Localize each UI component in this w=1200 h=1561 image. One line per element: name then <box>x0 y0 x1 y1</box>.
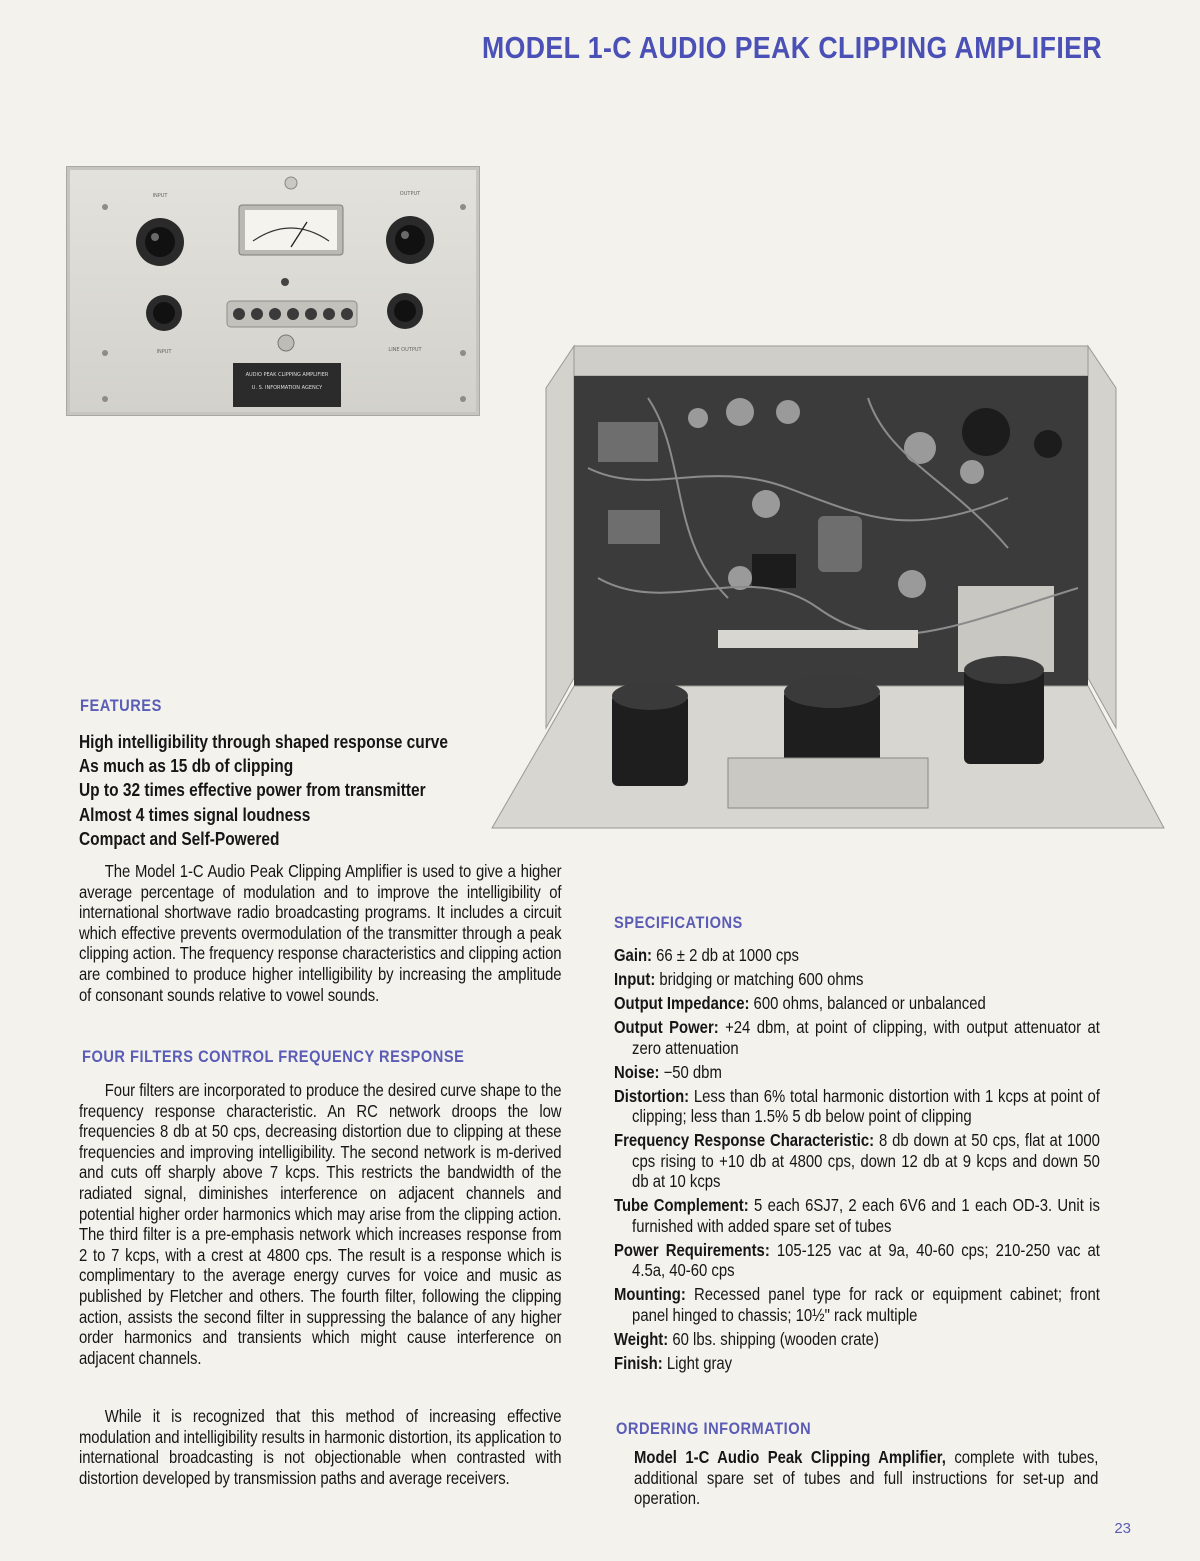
feature-item: High intelligibility through shaped response curve <box>79 732 448 752</box>
front-panel-photo <box>66 166 480 416</box>
specifications-list <box>614 945 1100 1377</box>
filters-paragraph-2: While it is recognized that this method of increasing effective modulation and intelligibility results in harmonic distortion, its application to international broadcasting is not objectionable when contrasted with distortion developed by transmission paths and average receivers. <box>79 1406 562 1488</box>
feature-item: As much as 15 db of clipping <box>79 756 294 777</box>
spec-weight: Weight: 60 lbs. shipping (wooden crate) <box>614 1329 879 1349</box>
label-input-bottom: INPUT <box>156 349 172 355</box>
filters-heading: FOUR FILTERS CONTROL FREQUENCY RESPONSE <box>82 1047 465 1066</box>
label-line-output: LINE OUTPUT <box>388 347 422 353</box>
specifications-heading: SPECIFICATIONS <box>614 913 743 932</box>
chassis-interior-photo <box>488 338 1196 832</box>
intro-paragraph: The Model 1-C Audio Peak Clipping Amplifier is used to give a higher average percentage of modulation and to improve the intelligibility of international shortwave radio broadcasting programs. It includes a circuit which effective prevents overmodulation of the transmitter through a peak clipping action. The frequency response characteristics and clipping action are combined to produce higher intelligibility by increasing the amplitude of consonant sounds relative to vowel sounds. <box>79 861 562 1005</box>
feature-item: Compact and Self-Powered <box>79 828 280 849</box>
spec-tube-complement: Tube Complement: 5 each 6SJ7, 2 each 6V6 and 1 each OD-3. Unit is furnished with added spare set of tubes <box>614 1195 1100 1236</box>
ordering-heading: ORDERING INFORMATION <box>616 1419 812 1438</box>
spec-distortion: Distortion: Less than 6% total harmonic distortion with 1 kcps at point of clipping; less than 1.5% 5 db below point of clipping <box>614 1085 1100 1127</box>
filters-paragraph-1: Four filters are incorporated to produce the desired curve shape to the frequency response characteristic. An RC network droops the low frequencies 8 db at 50 cps, decreasing distortion due to clipping at these frequencies and improving intelligibility. The second network is m-derived and cuts off sharply above 7 kcps. This restricts the bandwidth of the radiated signal, diminishes interference on adjacent channels and potential higher order harmonics which may arise from the clipping action. The third filter is a pre-emphasis network which increases response from 2 to 7 kcps, with a crest at 4800 cps. The result is a response which is complimentary to the average energy curves for voice and music as published by Fletcher and others. The fourth filter, following the clipping action, assists the second filter in suppressing the balance of any higher order harmonics and transients which might cause interference on adjacent channels. <box>79 1080 562 1368</box>
features-heading: FEATURES <box>80 696 162 715</box>
feature-item: Almost 4 times signal loudness <box>79 804 311 825</box>
ordering-description: complete with tubes, additional spare set of tubes and full instructions for set-up and operation. <box>634 1447 1099 1509</box>
spec-gain: Gain: 66 ± 2 db at 1000 cps <box>614 945 799 965</box>
spec-input: Input: bridging or matching 600 ohms <box>614 968 864 989</box>
spec-output-power: Output Power: +24 dbm, at point of clipping, with output attenuator at zero attenuation <box>614 1016 1100 1058</box>
nameplate-line-2: U. S. INFORMATION AGENCY <box>251 385 323 391</box>
ordering-product: Model 1-C Audio Peak Clipping Amplifier, <box>634 1447 946 1467</box>
label-input-top: INPUT <box>152 193 168 199</box>
spec-finish: Finish: Light gray <box>614 1352 733 1373</box>
spec-frequency-response: Frequency Response Characteristic: 8 db down at 50 cps, flat at 1000 cps rising to +10 db at 4800 cps, down 12 db at 9 kcps and down 50 db at 10 kcps <box>614 1130 1100 1192</box>
label-output-top: OUTPUT <box>399 191 421 197</box>
page-title: MODEL 1-C AUDIO PEAK CLIPPING AMPLIFIER <box>481 30 1102 65</box>
spec-power-requirements: Power Requirements: 105-125 vac at 9a, 40-60 cps; 210-250 vac at 4.5a, 40-60 cps <box>614 1239 1100 1281</box>
spec-mounting: Mounting: Recessed panel type for rack or equipment cabinet; front panel hinged to chassis; 10½" rack multiple <box>614 1284 1100 1326</box>
nameplate-line-1: AUDIO PEAK CLIPPING AMPLIFIER <box>245 372 329 378</box>
page-number: 23 <box>1114 1520 1131 1537</box>
feature-item: Up to 32 times effective power from transmitter <box>79 780 426 801</box>
spec-output-impedance: Output Impedance: 600 ohms, balanced or unbalanced <box>614 992 986 1013</box>
features-list <box>79 730 508 851</box>
spec-noise: Noise: −50 dbm <box>614 1061 722 1082</box>
ordering-text <box>634 1447 1098 1509</box>
